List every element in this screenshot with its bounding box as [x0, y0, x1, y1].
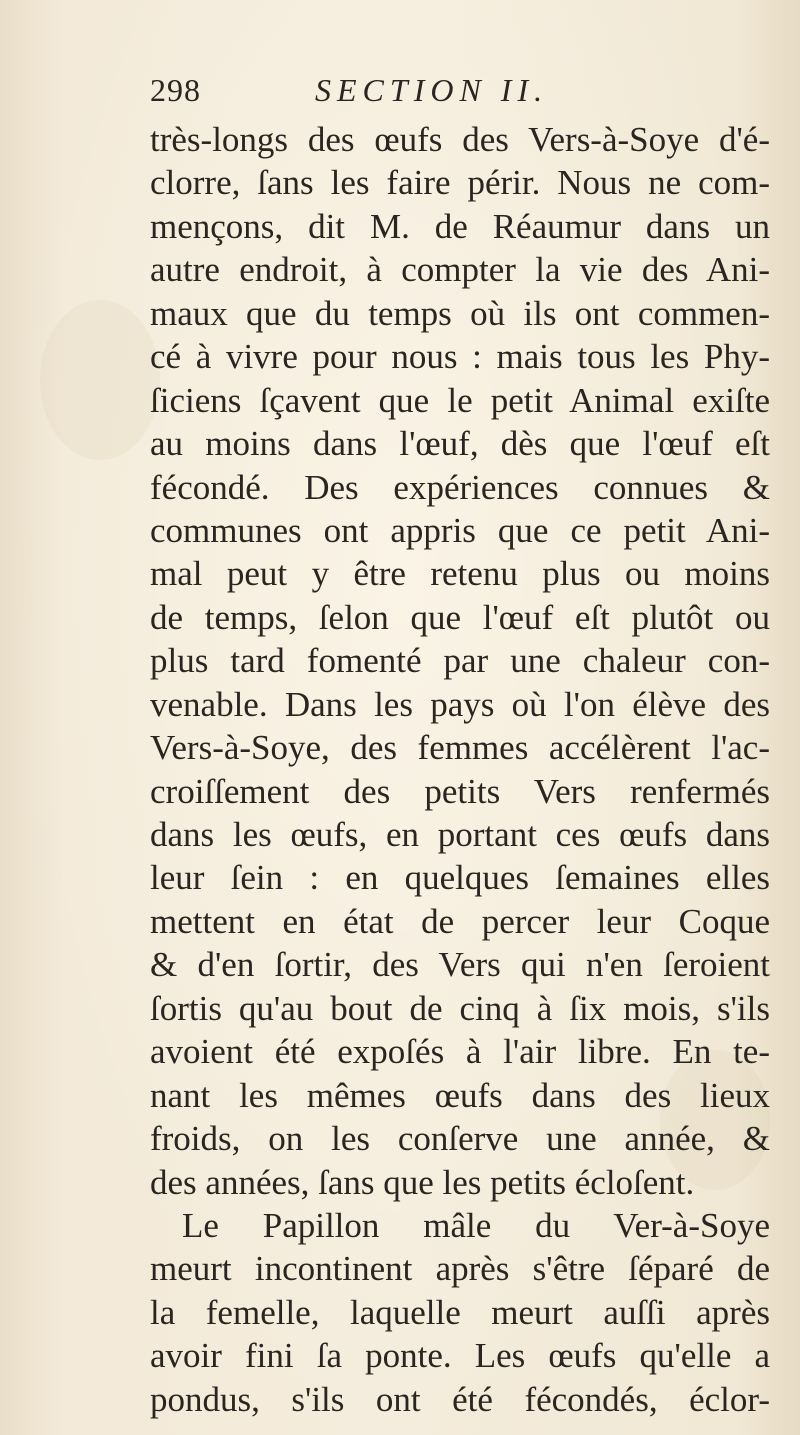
text-line: froids, on les conſerve une année, &	[150, 1119, 770, 1159]
text-line: des années, ſans que les petits écloſent.	[150, 1162, 695, 1202]
page-header	[150, 72, 650, 112]
text-line: fécondé. Des expériences connues &	[150, 467, 770, 507]
text-line: croiſſement des petits Vers renfermés	[150, 771, 770, 811]
text-line: dans les œufs, en portant ces œufs dans	[150, 815, 770, 854]
text-line: ſortis qu'au bout de cinq à ſix mois, s'ils	[150, 988, 770, 1028]
text-line: mal peut y être retenu plus ou moins	[150, 554, 770, 594]
text-line: venable. Dans les pays où l'on élève des	[150, 684, 770, 724]
text-line: la femelle, laquelle meurt auſſi après	[150, 1292, 770, 1332]
text-line: meurt incontinent après s'être ſéparé de	[150, 1249, 770, 1289]
text-line: au moins dans l'œuf, dès que l'œuf eſt	[150, 424, 770, 464]
text-line: plus tard fomenté par une chaleur con-	[150, 641, 770, 681]
text-line: de temps, ſelon que l'œuf eſt plutôt ou	[150, 597, 770, 637]
text-line: Vers-à-Soye, des femmes accélèrent l'ac-	[150, 728, 770, 768]
text-line: mettent en état de percer leur Coque	[150, 901, 770, 941]
text-line: autre endroit, à compter la vie des Ani-	[150, 250, 770, 290]
running-head: SECTION II.	[315, 72, 549, 108]
text-line: leur ſein : en quelques ſemaines elles	[150, 858, 770, 898]
paper-stain	[40, 300, 160, 460]
text-line: nant les mêmes œufs dans des lieux	[150, 1075, 770, 1115]
text-line: maux que du temps où ils ont commen-	[150, 293, 770, 333]
text-line: ſiciens ſçavent que le petit Animal exiſte	[150, 380, 770, 420]
text-line: communes ont appris que ce petit Ani-	[150, 510, 770, 550]
text-line: Le Papillon mâle du Ver-à-Soye	[182, 1205, 770, 1245]
body-text	[150, 118, 770, 1421]
text-line: & d'en ſortir, des Vers qui n'en ſeroient	[150, 945, 770, 985]
text-line: avoient été expoſés à l'air libre. En te-	[150, 1032, 770, 1072]
text-line: pondus, s'ils ont été fécondés, éclor-	[150, 1379, 770, 1419]
text-line: avoir fini ſa ponte. Les œufs qu'elle a	[150, 1336, 770, 1376]
text-line: mençons, dit M. de Réaumur dans un	[150, 206, 770, 246]
text-line: très-longs des œufs des Vers-à-Soye d'é-	[150, 120, 770, 159]
text-line: clorre, ſans les faire périr. Nous ne com-	[150, 163, 770, 203]
text-line: cé à vivre pour nous : mais tous les Phy-	[150, 337, 770, 377]
page-number: 298	[150, 72, 201, 108]
